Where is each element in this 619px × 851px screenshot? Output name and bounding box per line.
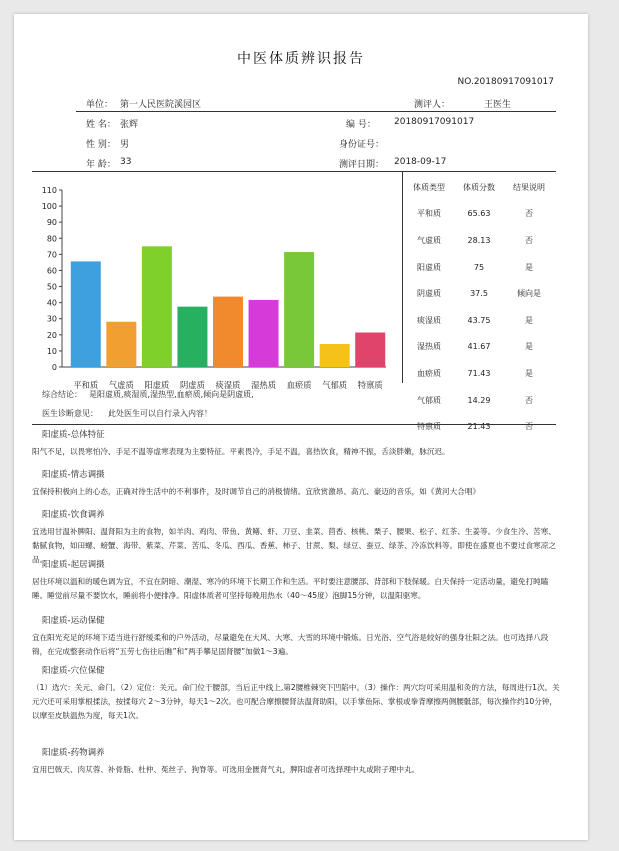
bar-4 (213, 297, 243, 367)
table-row (404, 280, 554, 307)
x-tick-label: 平和质 (73, 380, 99, 390)
table-cell: 37.5 (470, 289, 488, 299)
conclusion-label: 综合结论： (42, 390, 82, 399)
table-cell: 痰湿质 (417, 315, 441, 325)
code-label: 编 号： (346, 120, 376, 130)
age-label: 年 龄： (86, 160, 116, 170)
bar-6 (284, 252, 314, 367)
id-label: 身份证号： (339, 140, 385, 150)
section-body: 宜用巴戟天、肉苁蓉、补骨脂、杜仲、菟丝子、狗脊等。可选用金匮肾气丸，脾阳虚者可选择理中丸或附子理中丸。 (32, 765, 420, 774)
x-tick-label: 气虚质 (108, 380, 134, 390)
bar-5 (249, 300, 279, 367)
section-title: 阳虚质-情志调摄 (42, 470, 105, 480)
gender-label: 性 别： (86, 140, 116, 150)
table-cell: 28.13 (467, 235, 491, 245)
table-row (404, 334, 554, 361)
y-tick-label: 30 (46, 314, 57, 324)
table-row (404, 227, 554, 254)
table-cell: 是 (525, 368, 533, 378)
info-top-rule (76, 111, 556, 112)
conclusion-rule (32, 424, 556, 425)
name-value: 张辉 (120, 120, 139, 130)
table-cell: 41.67 (467, 342, 491, 352)
table-header-cell: 体质类型 (413, 182, 445, 192)
code-value: 20180917091017 (394, 117, 475, 127)
table-cell: 是 (525, 342, 533, 352)
table-cell: 阳虚质 (417, 262, 441, 272)
table-row (404, 387, 554, 414)
evaluator-label: 测评人： (414, 100, 451, 110)
table-row (404, 201, 554, 228)
table-cell: 75 (473, 262, 485, 272)
table-header-cell: 结果说明 (513, 182, 545, 192)
bar-1 (106, 322, 136, 367)
report-page (14, 14, 588, 840)
bar-2 (142, 246, 172, 367)
section-body: 宜保持积极向上的心态，正确对待生活中的不利事件，及时调节自己的消极情绪。宜欣赏激昂、高亢、豪迈的音乐，如《黄河大合唱》 (32, 487, 481, 496)
x-tick-label: 阳虚质 (144, 380, 170, 390)
y-tick-label: 110 (41, 186, 57, 195)
table-row (404, 307, 554, 334)
date-label: 测评日期： (339, 160, 385, 170)
unit-label: 单位： (86, 100, 114, 110)
x-tick-label: 阴虚质 (179, 380, 205, 390)
score-table (404, 174, 554, 440)
table-row (404, 360, 554, 387)
section-body: 阳气不足，以畏寒怕冷、手足不温等虚寒表现为主要特征。平素畏冷，手足不温，喜热饮食，精神不振，舌淡胖嫩，脉沉迟。 (32, 447, 450, 456)
x-tick-label: 湿热质 (251, 380, 277, 390)
table-header-cell: 体质分数 (463, 182, 495, 192)
gender-value: 男 (120, 140, 130, 150)
chart-table-separator (402, 171, 403, 383)
bar-3 (177, 307, 207, 367)
y-tick-label: 80 (46, 234, 57, 244)
section-body: 居住环境以温和的暖色调为宜，不宜在阴暗、潮湿、寒冷的环境下长期工作和生活。平时要注意腰部、背部和下肢保暖。白天保持一定活动量，避免打盹瞌睡。睡觉前尽量不要饮水，睡前将小便排净。阳虚体质者可坚持每晚用热水（40～45度）泡脚15分钟，以温阳驱寒。 (32, 577, 549, 600)
y-tick-label: 90 (46, 218, 57, 228)
y-tick-label: 10 (46, 346, 57, 356)
table-cell: 否 (525, 395, 533, 405)
table-cell: 否 (525, 209, 533, 219)
y-tick-label: 20 (46, 330, 57, 340)
table-cell: 特禀质 (417, 422, 441, 432)
table-cell: 是 (525, 315, 533, 325)
y-tick-label: 40 (46, 298, 57, 308)
table-cell: 阴虚质 (417, 289, 441, 299)
x-tick-label: 痰湿质 (215, 380, 241, 390)
section-title: 阳虚质-饮食调养 (42, 510, 105, 520)
table-cell: 血瘀质 (417, 368, 441, 378)
x-tick-label: 血瘀质 (286, 380, 312, 390)
table-cell: 21.43 (467, 422, 491, 432)
score-table-body (404, 174, 554, 440)
table-row (404, 254, 554, 281)
constitution-bar-chart (34, 172, 400, 394)
table-cell: 14.29 (467, 395, 491, 405)
section-body: （1）选穴：关元、命门。（2）定位：关元。命门位于腰部，当后正中线上,第2腰椎棘突下凹陷中。（3）操作：两穴均可采用温和灸的方法，每周进行1次。关元穴还可采用掌根揉法，按揉每穴 2～3分钟，每天1～2次。也可配合摩擦腰肾法温肾助阳，以手掌鱼际、掌根或拳背摩擦两侧腰骶部，每次操作约10分钟，以摩至皮肤温热为度，每天1次。 (32, 683, 560, 720)
bar-0 (71, 261, 101, 367)
unit-value: 第一人民医院溪园区 (120, 100, 202, 110)
table-cell: 湿热质 (417, 342, 441, 352)
section-title: 阳虚质-总体特征 (42, 430, 105, 440)
table-header-row (404, 174, 554, 201)
bar-7 (320, 344, 350, 367)
y-tick-label: 100 (41, 202, 57, 212)
section-body: 宜选用甘温补脾阳、温肾阳为主的食物，如羊肉、鸡肉、带鱼、黄鳝、虾、刀豆、韭菜、茴香、核桃、栗子、腰果、松子、红茶、生姜等。少食生冷、苦寒、黏腻食物，如田螺、螃蟹、海带、紫菜、芹菜、苦瓜、冬瓜、西瓜、香蕉、柿子、甘蔗、梨、绿豆、蚕豆、绿茶、冷冻饮料等。即使在盛夏也不要过食寒凉之品。 (32, 527, 556, 564)
report-number: NO.20180917091017 (457, 77, 554, 87)
x-tick-label: 特禀质 (357, 380, 383, 390)
section-body: 宜在阳光充足的环境下适当进行舒缓柔和的户外活动，尽量避免在大风、大寒、大雪的环境中锻炼。日光浴、空气浴是较好的强身壮阳之法。也可选择八段锦，在完成整套动作后将“五劳七伤往后瞧”和“两手攀足固肾腰”加做1～3遍。 (32, 633, 549, 656)
y-tick-label: 50 (46, 282, 57, 292)
doctor-opinion-text: 此处医生可以自行录入内容！ (108, 409, 212, 418)
name-label: 姓 名： (86, 120, 116, 130)
report-title: 中医体质辨识报告 (237, 51, 365, 67)
table-cell: 否 (525, 235, 533, 245)
table-cell: 气郁质 (417, 395, 441, 405)
section-title: 阳虚质-穴位保健 (42, 666, 105, 676)
doctor-opinion-label: 医生诊断意见： (42, 409, 98, 418)
table-cell: 43.75 (467, 315, 491, 325)
table-cell: 否 (525, 422, 533, 432)
table-cell: 65.63 (467, 209, 491, 219)
age-value: 33 (120, 157, 132, 167)
table-cell: 71.43 (467, 368, 491, 378)
table-cell: 是 (525, 262, 533, 272)
date-value: 2018-09-17 (394, 157, 447, 167)
y-tick-label: 70 (46, 250, 57, 260)
y-tick-label: 60 (46, 266, 57, 276)
table-cell: 倾向是 (517, 289, 541, 299)
section-title: 阳虚质-运动保健 (42, 616, 105, 626)
table-cell: 平和质 (417, 209, 441, 219)
conclusion-text: 是阳虚质,痰湿质,湿热型,血瘀质,倾向是阴虚质, (89, 390, 254, 399)
section-title: 阳虚质-药物调养 (42, 748, 105, 758)
y-tick-label: 0 (51, 363, 57, 372)
bar-8 (355, 333, 385, 367)
table-cell: 气虚质 (417, 235, 441, 245)
table-row (404, 413, 554, 440)
section-title: 阳虚质-起居调摄 (42, 560, 105, 570)
x-tick-label: 气郁质 (322, 380, 348, 390)
evaluator-value: 王医生 (484, 100, 512, 110)
